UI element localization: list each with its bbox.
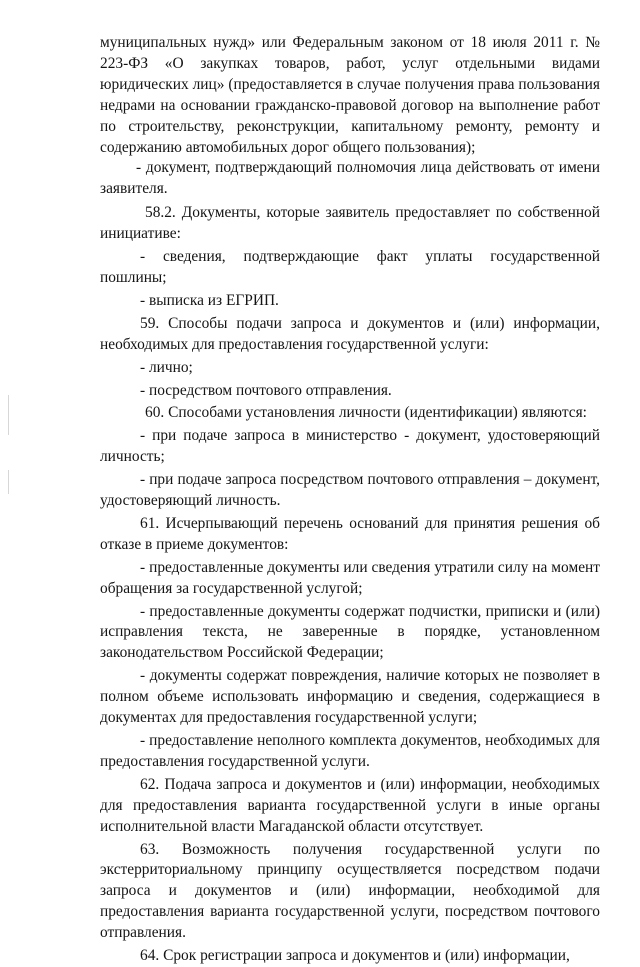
list-item-in-person: - лично; [140,358,193,376]
list-item-by-post: - посредством почтового отправления. [140,381,392,399]
list-item-authority-document: - документ, подтверждающий полномочия лица действовать от имени заявителя. [100,159,600,198]
list-item-incomplete-set: - предоставление неполного комплекта документов, необходимых для предоставления государственной услуги. [100,732,600,770]
scan-edge-mark [8,395,9,435]
clause-59: 59. Способы подачи запроса и документов и (или) информации, необходимых для предоставления государственной услуги: [100,314,600,353]
clause-60: 60. Способами установления личности (идентификации) являются: [145,404,587,422]
clause-58-2: 58.2. Документы, которые заявитель предоставляет по собственной инициативе: [100,204,600,243]
list-item-postal-submission: - при подаче запроса посредством почтового отправления – документ, удостоверяющий личность. [100,471,600,510]
list-item-expired-documents: - предоставленные документы или сведения утратили силу на момент обращения за государственной услугой; [100,558,600,597]
clause-64: 64. Срок регистрации запроса и документов и (или) информации, [140,947,570,965]
paragraph-continuation: муниципальных нужд» или Федеральным законом от 18 июля 2011 г. № 223-ФЗ «О закупках товаров, работ, услуг отдельными видами юридических лиц» (предоставляется в случае получения права пользования недрами на основании гражданско-правовой договор на выполнение работ по строительству, реконструкции, капитальному ремонту, ремонту и содержанию автомобильных дорог общего пользования); [100,34,600,156]
clause-61: 61. Исчерпывающий перечень оснований для принятия решения об отказе в приеме документов: [100,514,600,553]
list-item-damaged-documents: - документы содержат повреждения, наличие которых не позволяет в полном объеме использовать информацию и сведения, содержащиеся в документах для предоставления государственной услуги; [100,667,600,727]
list-item-egrip-extract: - выписка из ЕГРИП. [140,291,279,309]
list-item-ministry-submission: - при подаче запроса в министерство - документ, удостоверяющий личность; [100,427,600,466]
list-item-corrections: - предоставленные документы содержат подчистки, приписки и (или) исправления текста, не заверенные в порядке, установленном законодательством Российской Федерации; [100,602,600,662]
scan-edge-mark [8,470,9,494]
clause-62: 62. Подача запроса и документов и (или) информации, необходимых для предоставления варианта государственной услуги в иные органы исполнительной власти Магаданской области отсутствует. [100,775,600,835]
clause-63: 63. Возможность получения государственной услуги по экстерриториальному принципу осуществляется посредством подачи запроса и документов и (или) информации, необходимой для предоставления варианта государственной услуги, посредством почтового отправления. [100,840,600,942]
list-item-state-duty: - сведения, подтверждающие факт уплаты государственной пошлины; [100,248,600,286]
document-page [100,33,600,967]
